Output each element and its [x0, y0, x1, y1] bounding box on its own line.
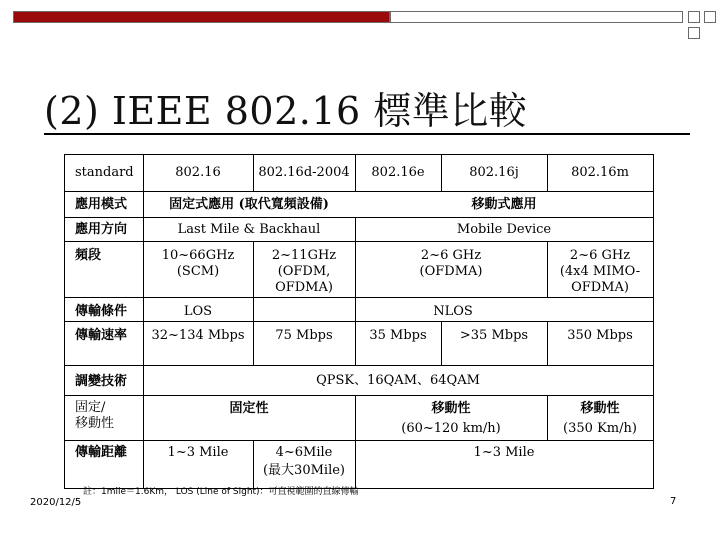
- table-cell: [143, 248, 253, 280]
- row-label: 應用方向: [75, 222, 128, 237]
- header-cell: 802.16j: [469, 165, 519, 180]
- header-outline-bar: [390, 11, 683, 23]
- header-accent-bar: [13, 11, 390, 23]
- header-cell: standard: [75, 165, 134, 180]
- cell-line: (最大30Mile): [262, 463, 345, 478]
- table-cell: [253, 445, 355, 479]
- table-cell: 350 Mbps: [567, 328, 633, 343]
- cell-line: 2~6 GHz: [420, 248, 482, 263]
- table-cell: Last Mile & Backhaul: [177, 222, 321, 237]
- row-label: [75, 400, 114, 432]
- cell-line: 2~11GHz: [271, 248, 337, 263]
- row-label: 調變技術: [75, 374, 128, 389]
- cell-line: (350 Km/h): [563, 421, 637, 436]
- cell-line: 4~6Mile: [275, 445, 333, 460]
- table-rule: [65, 217, 653, 218]
- table-cell: QPSK、16QAM、64QAM: [316, 373, 480, 388]
- table-cell: 1~3 Mile: [473, 445, 535, 460]
- cell-line: OFDMA): [571, 280, 629, 295]
- table-cell: [253, 248, 355, 296]
- decor-square: [688, 27, 700, 39]
- cell-line: 10~66GHz: [161, 248, 235, 263]
- table-cell: >35 Mbps: [459, 328, 529, 343]
- table-rule: [65, 365, 653, 366]
- table-cell: [355, 248, 547, 280]
- cell-line: 移動性: [431, 401, 471, 416]
- table-cell: 移動式應用: [471, 197, 537, 212]
- page-number: 7: [670, 496, 677, 507]
- header-cell: 802.16m: [571, 165, 629, 180]
- table-rule: [65, 395, 653, 396]
- header-cell: 802.16: [175, 165, 221, 180]
- row-label: 傳輸條件: [75, 304, 128, 319]
- row-label: 頻段: [75, 248, 102, 263]
- cell-line: (OFDM,: [277, 264, 331, 279]
- cell-line: OFDMA): [275, 280, 333, 295]
- slide-title: (2) IEEE 802.16 標準比較: [44, 89, 528, 133]
- cell-line: 移動性: [75, 416, 115, 431]
- table-cell: 35 Mbps: [369, 328, 427, 343]
- table-cell: 32~134 Mbps: [151, 328, 245, 343]
- table-cell: 固定式應用 (取代寬頻設備): [169, 197, 329, 212]
- table-cell: LOS: [183, 304, 213, 319]
- table-rule: [65, 297, 653, 298]
- cell-line: 固定/: [75, 400, 106, 415]
- table-cell: Mobile Device: [456, 222, 552, 237]
- table-cell: 75 Mbps: [275, 328, 333, 343]
- row-label: 傳輸距離: [75, 445, 128, 460]
- cell-line: 2~6 GHz: [569, 248, 631, 263]
- table-cell: 1~3 Mile: [167, 445, 229, 460]
- table-rule: [65, 191, 653, 192]
- table-cell: [547, 401, 653, 437]
- cell-line: 移動性: [580, 401, 620, 416]
- table-cell: 固定性: [229, 401, 269, 416]
- slide-date: 2020/12/5: [30, 497, 82, 508]
- table-rule: [65, 321, 653, 322]
- row-label: 應用模式: [75, 197, 128, 212]
- header-cell: 802.16e: [371, 165, 425, 180]
- decor-square: [704, 11, 716, 23]
- cell-line: (60~120 km/h): [401, 421, 501, 436]
- table-cell: [355, 401, 547, 437]
- table-rule: [65, 241, 653, 242]
- row-label: 傳輸速率: [75, 328, 128, 343]
- title-underline: [44, 133, 690, 135]
- cell-line: (SCM): [176, 264, 220, 279]
- footnote: 註：1mile＝1.6Km， LOS (Line of Sight)：可直視範圍的直線傳輸: [83, 487, 359, 497]
- cell-line: (OFDMA): [419, 264, 483, 279]
- table-rule: [65, 440, 653, 441]
- table-cell: NLOS: [433, 304, 473, 319]
- table-cell: [547, 248, 653, 296]
- header-cell: 802.16d-2004: [258, 165, 350, 180]
- comparison-table: [64, 154, 654, 489]
- decor-square: [688, 11, 700, 23]
- cell-line: (4x4 MIMO-: [559, 264, 641, 279]
